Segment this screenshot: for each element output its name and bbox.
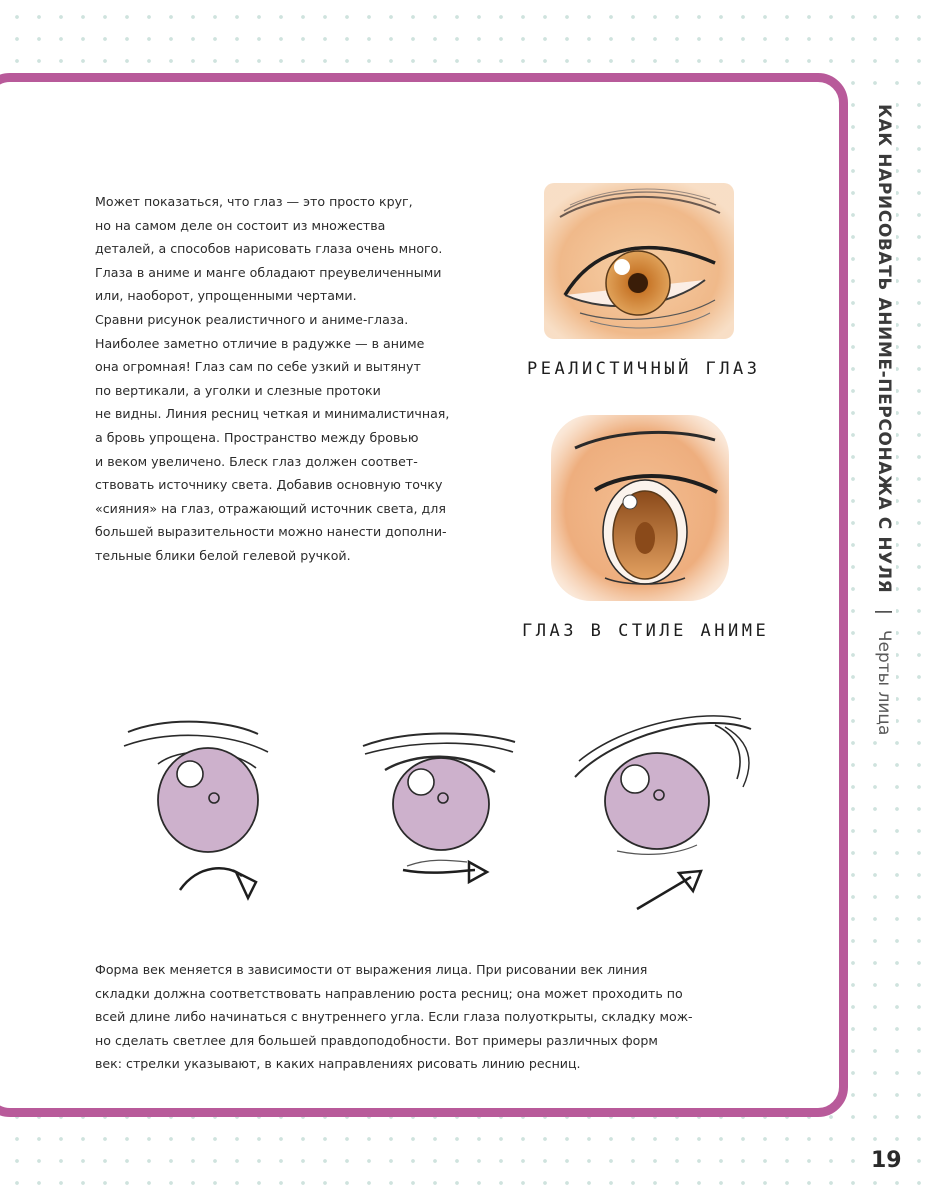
intro-paragraph [95, 190, 470, 568]
text-line: «сияния» на глаз, отражающий источник света, для [95, 500, 446, 516]
text-line: век: стрелки указывают, в каких направлениях рисовать линию ресниц. [95, 1056, 581, 1072]
text-line: Сравни рисунок реалистичного и аниме-глаза. [95, 311, 409, 327]
eyelid-example-straight [345, 712, 525, 912]
text-line: ствовать источнику света. Добавив основную точку [95, 477, 443, 493]
eyelid-example-diagonal [565, 705, 765, 920]
text-line: всей длине либо начинаться с внутреннего угла. Если глаза полуоткрыты, складку мож- [95, 1009, 693, 1025]
text-line: Глаза в аниме и манге обладают преувеличенными [95, 264, 442, 280]
text-line: по вертикали, а уголки и слезные протоки [95, 382, 381, 398]
text-line: а бровь упрощена. Пространство между бровью [95, 429, 419, 445]
anime-eye-illustration [545, 410, 735, 605]
text-line: большей выразительности можно нанести дополни- [95, 524, 447, 540]
text-line: Может показаться, что глаз — это просто круг, [95, 194, 413, 209]
text-line: или, наоборот, упрощенными чертами. [95, 288, 357, 304]
anime-eye-caption: ГЛАЗ В СТИЛЕ АНИМЕ [522, 621, 770, 641]
page-number: 19 [868, 1148, 905, 1173]
text-line: Наиболее заметно отличие в радужке — в аниме [95, 335, 425, 351]
running-header [872, 100, 896, 739]
text-line: тельные блики белой гелевой ручкой. [95, 547, 351, 563]
header-separator: | [874, 608, 894, 615]
realistic-eye-illustration [540, 175, 740, 345]
text-line: но сделать светлее для большей правдоподобности. Вот примеры различных форм [95, 1032, 658, 1048]
text-line: не видны. Линия ресниц четкая и минималистичная, [95, 406, 450, 422]
text-line: и веком увеличено. Блеск глаз должен соответ- [95, 453, 418, 469]
text-line: она огромная! Глаз сам по себе узкий и вытянут [95, 359, 421, 375]
section-title: Черты лица [874, 629, 894, 736]
eyelid-paragraph [95, 958, 715, 1076]
text-line: складки должна соответствовать направлению роста ресниц; она может проходить по [95, 985, 683, 1001]
text-line: Форма век меняется в зависимости от выражения лица. При рисовании век линия [95, 962, 648, 977]
text-line: но на самом деле он состоит из множества [95, 217, 386, 233]
text-line: деталей, а способов нарисовать глаза очень много. [95, 241, 443, 257]
eyelid-example-curved [118, 712, 278, 912]
book-title: КАК НАРИСОВАТЬ АНИМЕ-ПЕРСОНАЖА С НУЛЯ [874, 104, 894, 594]
realistic-eye-caption: РЕАЛИСТИЧНЫЙ ГЛАЗ [527, 359, 761, 379]
